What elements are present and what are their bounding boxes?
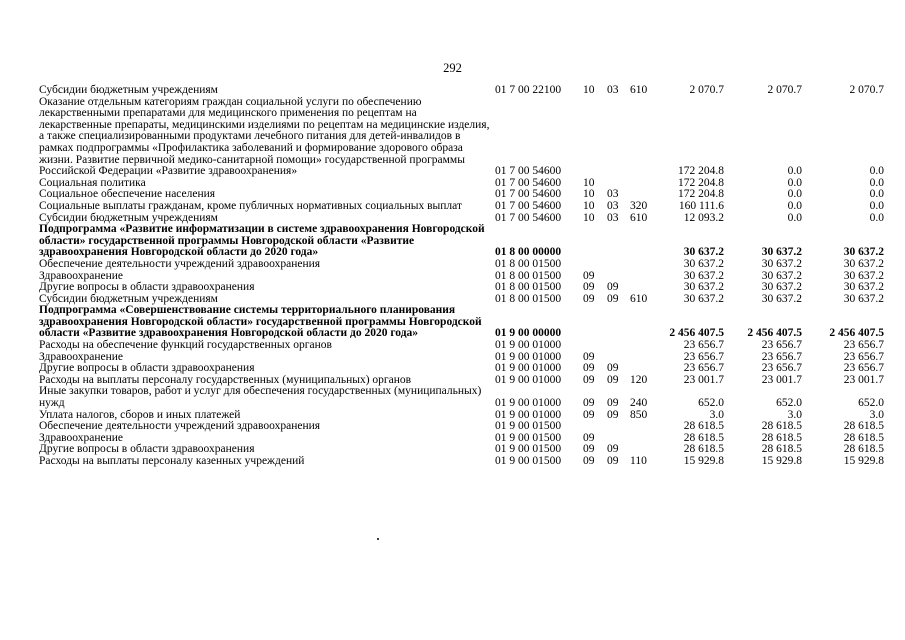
amount-year-3: 23 001.7	[843, 373, 884, 386]
amount-year-1: 23 656.7	[683, 350, 724, 363]
budget-table	[0, 85, 905, 468]
row-name: Здравоохранение	[39, 350, 124, 363]
target-article-code: 01 9 00 01000	[495, 408, 562, 421]
amount-year-1: 172 204.8	[678, 188, 724, 201]
amount-year-2: 23 001.7	[761, 373, 802, 386]
target-article-code: 01 8 00 01500	[495, 281, 562, 294]
table-row	[0, 340, 905, 352]
amount-year-2: 0.0	[787, 165, 802, 178]
expense-type-code: 110	[630, 455, 647, 467]
subsection-code: 03	[607, 84, 619, 96]
amount-year-3: 2 070.7	[849, 84, 884, 96]
amount-year-3: 28 618.5	[843, 443, 884, 456]
amount-year-1: 23 001.7	[683, 373, 724, 386]
table-row	[0, 224, 905, 259]
section-code: 09	[583, 443, 595, 456]
section-code: 09	[583, 281, 595, 294]
amount-year-3: 28 618.5	[843, 431, 884, 444]
target-article-code: 01 9 00 01500	[495, 420, 562, 433]
table-row	[0, 305, 905, 340]
row-name: Уплата налогов, сборов и иных платежей	[39, 408, 241, 421]
amount-year-3: 15 929.8	[843, 455, 884, 467]
amount-year-1: 2 070.7	[689, 84, 724, 96]
subsection-code: 09	[607, 362, 619, 375]
subsection-code: 03	[607, 188, 619, 201]
row-name: Субсидии бюджетным учреждениям	[39, 211, 218, 224]
row-name: Другие вопросы в области здравоохранения	[39, 362, 255, 375]
target-article-code: 01 9 00 01000	[495, 350, 562, 363]
target-article-code: 01 7 00 54600	[495, 176, 562, 189]
subsection-code: 09	[607, 455, 619, 467]
amount-year-2: 0.0	[787, 199, 802, 212]
row-name: Социальная политика	[39, 176, 146, 189]
subsection-code: 03	[607, 211, 619, 224]
expense-type-code: 610	[630, 292, 648, 305]
amount-year-2: 30 637.2	[761, 257, 802, 270]
section-code: 10	[583, 188, 595, 201]
row-name: Обеспечение деятельности учреждений здравоохранения	[39, 257, 321, 270]
amount-year-1: 652.0	[698, 397, 724, 410]
amount-year-2: 30 637.2	[761, 292, 802, 305]
amount-year-3: 0.0	[869, 188, 884, 201]
amount-year-1: 28 618.5	[683, 420, 724, 433]
amount-year-1: 30 637.2	[683, 257, 724, 270]
amount-year-3: 30 637.2	[843, 269, 884, 282]
amount-year-1: 172 204.8	[678, 165, 724, 178]
amount-year-3: 30 637.2	[843, 257, 884, 270]
row-name: Расходы на обеспечение функций государственных органов	[39, 339, 332, 352]
amount-year-3: 0.0	[869, 199, 884, 212]
row-name: Расходы на выплаты персоналу государственных (муниципальных) органов	[39, 373, 412, 386]
row-name: Подпрограмма «Развитие информатизации в системе здравоохранения Новгородской области» государственной программы Новгородской области «Развитие здравоохранения Новгородской области до 2020 года»	[39, 223, 485, 259]
amount-year-1: 23 656.7	[683, 362, 724, 375]
amount-year-3: 30 637.2	[843, 292, 884, 305]
table-row	[0, 282, 905, 294]
row-name: Обеспечение деятельности учреждений здравоохранения	[39, 420, 321, 433]
table-row	[0, 85, 905, 97]
expense-type-code: 850	[630, 408, 648, 421]
subsection-code: 03	[607, 199, 619, 212]
amount-year-2: 23 656.7	[761, 362, 802, 375]
target-article-code: 01 8 00 00000	[495, 246, 562, 259]
amount-year-2: 30 637.2	[761, 269, 802, 282]
amount-year-3: 652.0	[858, 397, 884, 410]
amount-year-3: 2 456 407.5	[829, 327, 884, 340]
table-row	[0, 97, 905, 178]
section-code: 10	[583, 199, 595, 212]
amount-year-1: 28 618.5	[683, 443, 724, 456]
row-name: Здравоохранение	[39, 431, 124, 444]
target-article-code: 01 7 00 54600	[495, 199, 562, 212]
amount-year-1: 15 929.8	[683, 455, 724, 467]
row-name: Здравоохранение	[39, 269, 124, 282]
amount-year-2: 2 456 407.5	[747, 327, 802, 340]
target-article-code: 01 7 00 22100	[495, 84, 562, 96]
amount-year-3: 30 637.2	[843, 246, 884, 259]
subsection-code: 09	[607, 397, 619, 410]
target-article-code: 01 7 00 54600	[495, 188, 562, 201]
row-name: Иные закупки товаров, работ и услуг для обеспечения государственных (муниципальных) нужд	[39, 385, 482, 410]
expense-type-code: 120	[630, 373, 648, 386]
row-name: Субсидии бюджетным учреждениям	[39, 84, 218, 96]
amount-year-1: 30 637.2	[683, 292, 724, 305]
section-code: 09	[583, 292, 595, 305]
section-code: 09	[583, 350, 595, 363]
target-article-code: 01 9 00 01000	[495, 397, 562, 410]
amount-year-2: 0.0	[787, 176, 802, 189]
amount-year-1: 30 637.2	[683, 246, 724, 259]
amount-year-3: 3.0	[869, 408, 884, 421]
section-code: 09	[583, 455, 595, 467]
section-code: 09	[583, 373, 595, 386]
amount-year-1: 30 637.2	[683, 281, 724, 294]
amount-year-2: 30 637.2	[761, 281, 802, 294]
subsection-code: 09	[607, 408, 619, 421]
amount-year-1: 160 111.6	[678, 199, 724, 212]
amount-year-3: 0.0	[869, 176, 884, 189]
row-name: Другие вопросы в области здравоохранения	[39, 443, 255, 456]
amount-year-2: 30 637.2	[761, 246, 802, 259]
amount-year-2: 3.0	[787, 408, 802, 421]
amount-year-3: 0.0	[869, 165, 884, 178]
target-article-code: 01 9 00 01000	[495, 339, 562, 352]
amount-year-3: 23 656.7	[843, 350, 884, 363]
section-code: 09	[583, 431, 595, 444]
amount-year-3: 28 618.5	[843, 420, 884, 433]
stray-mark	[377, 538, 379, 540]
section-code: 09	[583, 397, 595, 410]
row-name: Другие вопросы в области здравоохранения	[39, 281, 255, 294]
amount-year-3: 0.0	[869, 211, 884, 224]
subsection-code: 09	[607, 281, 619, 294]
page-number: 292	[443, 61, 462, 75]
subsection-code: 09	[607, 292, 619, 305]
target-article-code: 01 9 00 01500	[495, 455, 562, 467]
amount-year-3: 30 637.2	[843, 281, 884, 294]
amount-year-3: 23 656.7	[843, 362, 884, 375]
amount-year-1: 28 618.5	[683, 431, 724, 444]
amount-year-3: 23 656.7	[843, 339, 884, 352]
target-article-code: 01 9 00 00000	[495, 327, 562, 340]
amount-year-1: 172 204.8	[678, 176, 724, 189]
target-article-code: 01 9 00 01500	[495, 431, 562, 444]
section-code: 10	[583, 176, 595, 189]
table-row	[0, 201, 905, 213]
row-name: Подпрограмма «Совершенствование системы территориального планирования здравоохранения Новгородской области» государственной программы Новгородской области «Развитие здравоохранения Новгородской области до 2020 года»	[39, 304, 482, 340]
amount-year-2: 28 618.5	[761, 420, 802, 433]
amount-year-2: 23 656.7	[761, 350, 802, 363]
target-article-code: 01 7 00 54600	[495, 211, 562, 224]
target-article-code: 01 9 00 01000	[495, 373, 562, 386]
amount-year-2: 15 929.8	[761, 455, 802, 467]
amount-year-1: 30 637.2	[683, 269, 724, 282]
amount-year-2: 2 070.7	[767, 84, 802, 96]
target-article-code: 01 8 00 01500	[495, 257, 562, 270]
section-code: 10	[583, 211, 595, 224]
amount-year-2: 0.0	[787, 211, 802, 224]
section-code: 10	[583, 84, 595, 96]
section-code: 09	[583, 362, 595, 375]
table-row	[0, 259, 905, 271]
expense-type-code: 320	[630, 199, 648, 212]
expense-type-code: 610	[630, 84, 648, 96]
amount-year-2: 28 618.5	[761, 431, 802, 444]
subsection-code: 09	[607, 373, 619, 386]
amount-year-2: 23 656.7	[761, 339, 802, 352]
expense-type-code: 240	[630, 397, 648, 410]
row-name: Социальное обеспечение населения	[39, 188, 216, 201]
amount-year-1: 12 093.2	[683, 211, 724, 224]
row-name: Социальные выплаты гражданам, кроме публичных нормативных социальных выплат	[39, 199, 462, 212]
row-name: Расходы на выплаты персоналу казенных учреждений	[39, 455, 305, 467]
table-row	[0, 456, 905, 468]
amount-year-1: 2 456 407.5	[669, 327, 724, 340]
target-article-code: 01 8 00 01500	[495, 292, 562, 305]
amount-year-2: 0.0	[787, 188, 802, 201]
amount-year-1: 23 656.7	[683, 339, 724, 352]
target-article-code: 01 8 00 01500	[495, 269, 562, 282]
subsection-code: 09	[607, 443, 619, 456]
row-name: Субсидии бюджетным учреждениям	[39, 292, 218, 305]
expense-type-code: 610	[630, 211, 648, 224]
section-code: 09	[583, 408, 595, 421]
table-row	[0, 386, 905, 409]
target-article-code: 01 9 00 01500	[495, 443, 562, 456]
target-article-code: 01 7 00 54600	[495, 165, 562, 178]
section-code: 09	[583, 269, 595, 282]
amount-year-2: 652.0	[776, 397, 802, 410]
amount-year-1: 3.0	[709, 408, 724, 421]
target-article-code: 01 9 00 01000	[495, 362, 562, 375]
amount-year-2: 28 618.5	[761, 443, 802, 456]
row-name: Оказание отдельным категориям граждан социальной услуги по обеспечению лекарственными препаратами для медицинского применения по рецептам на лекарственные препараты, медицинскими изделиями по рецептам на медицинские изделия, а также специализированными продуктами лечебного питания для детей-инвалидов в рамках подпрограммы «Профилактика заболеваний и формирование здорового образа жизни. Развитие первичной медико-санитарной помощи» государственной программы Российской Федерации «Развитие здравоохранения»	[39, 95, 490, 178]
